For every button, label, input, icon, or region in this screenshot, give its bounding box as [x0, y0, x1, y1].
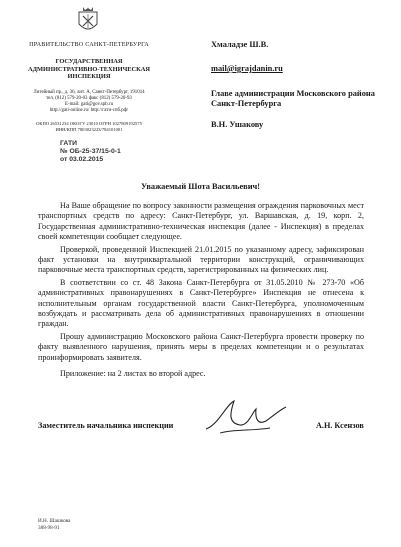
contact-address: Литейный пр., д. 36, лит. А, Санкт-Петербург, 191014 тел. (812) 579-20-03 факс (812) 579-20-93 E-mail: gati@gov.spb.ru http://gati-online.ru/ http://гати-спб.рф/	[33, 90, 145, 113]
paragraph: В соответствии со ст. 48 Закона Санкт-Петербурга от 31.05.2010 № 273-70 «Об административных правонарушениях в Санкт-Петербурге» Инспекция не отнесена к исполнительным органам государственной власти Санкт-Петербурга, уполномоченным возбуждать и рассматривать дела об административных правонарушениях в отношении граждан.	[38, 277, 364, 329]
recipient-admin-name: В.Н. Ушакову	[211, 120, 264, 129]
letter-body	[38, 201, 364, 382]
recipient-name: Хмаладзе Ш.В.	[211, 40, 269, 49]
recipient-email[interactable]: mail@igrajdanin.ru	[211, 64, 283, 73]
executor-name: И.Н. Шашкова	[38, 518, 71, 524]
attachment-note: Приложение: на 2 листах во второй адрес.	[60, 369, 206, 379]
executor-phone: 388-98-91	[38, 524, 60, 531]
executor-info	[38, 518, 70, 531]
signatory-name: А.Н. Ксензов	[316, 421, 364, 430]
recipient-admin: Главе администрации Московского района Санкт-Петербурга	[211, 89, 375, 109]
salutation: Уважаемый Шота Васильевич!	[140, 182, 261, 191]
registry-codes: ОКПО 26531234 ОКОГУ 23010 ОГРН 1027809192575 ИНН/КПП 7803023223/784101001	[36, 121, 142, 132]
coat-of-arms-emblem	[75, 6, 101, 36]
handwritten-signature	[200, 395, 290, 439]
paragraph: Прошу администрацию Московского района Санкт-Петербурга провести проверку по факту выявленного нарушения, принять меры в пределах компетенции и о результатах проинформировать заявителя.	[38, 331, 364, 362]
paragraph: Проверкой, проведенной Инспекцией 21.01.2015 по указанному адресу, зафиксирован факт установки на внутриквартальной территории конструкций, ограничивающих парковочные места транспортных средств, зарегистрированных на физических лиц.	[38, 244, 364, 275]
signatory-position: Заместитель начальника инспекции	[38, 421, 174, 430]
inspection-name: ГОСУДАРСТВЕННАЯ АДМИНИСТРАТИВНО-ТЕХНИЧЕСКАЯ ИНСПЕКЦИЯ	[27, 58, 151, 81]
registration-stamp: ГАТИ № ОБ-25-37/15-0-1 от 03.02.2015	[60, 140, 121, 163]
government-name: ПРАВИТЕЛЬСТВО САНКТ-ПЕТЕРБУРГА	[29, 41, 149, 48]
paragraph: На Ваше обращение по вопросу законности размещения ограждения парковочных мест транспортных средств по адресу: Санкт-Петербург, ул. Варшавская, д. 19, корп. 2, Государственная административно-техническая инспекция (далее - Инспекция) в пределах своей компетенции сообщает следующее.	[38, 201, 364, 242]
